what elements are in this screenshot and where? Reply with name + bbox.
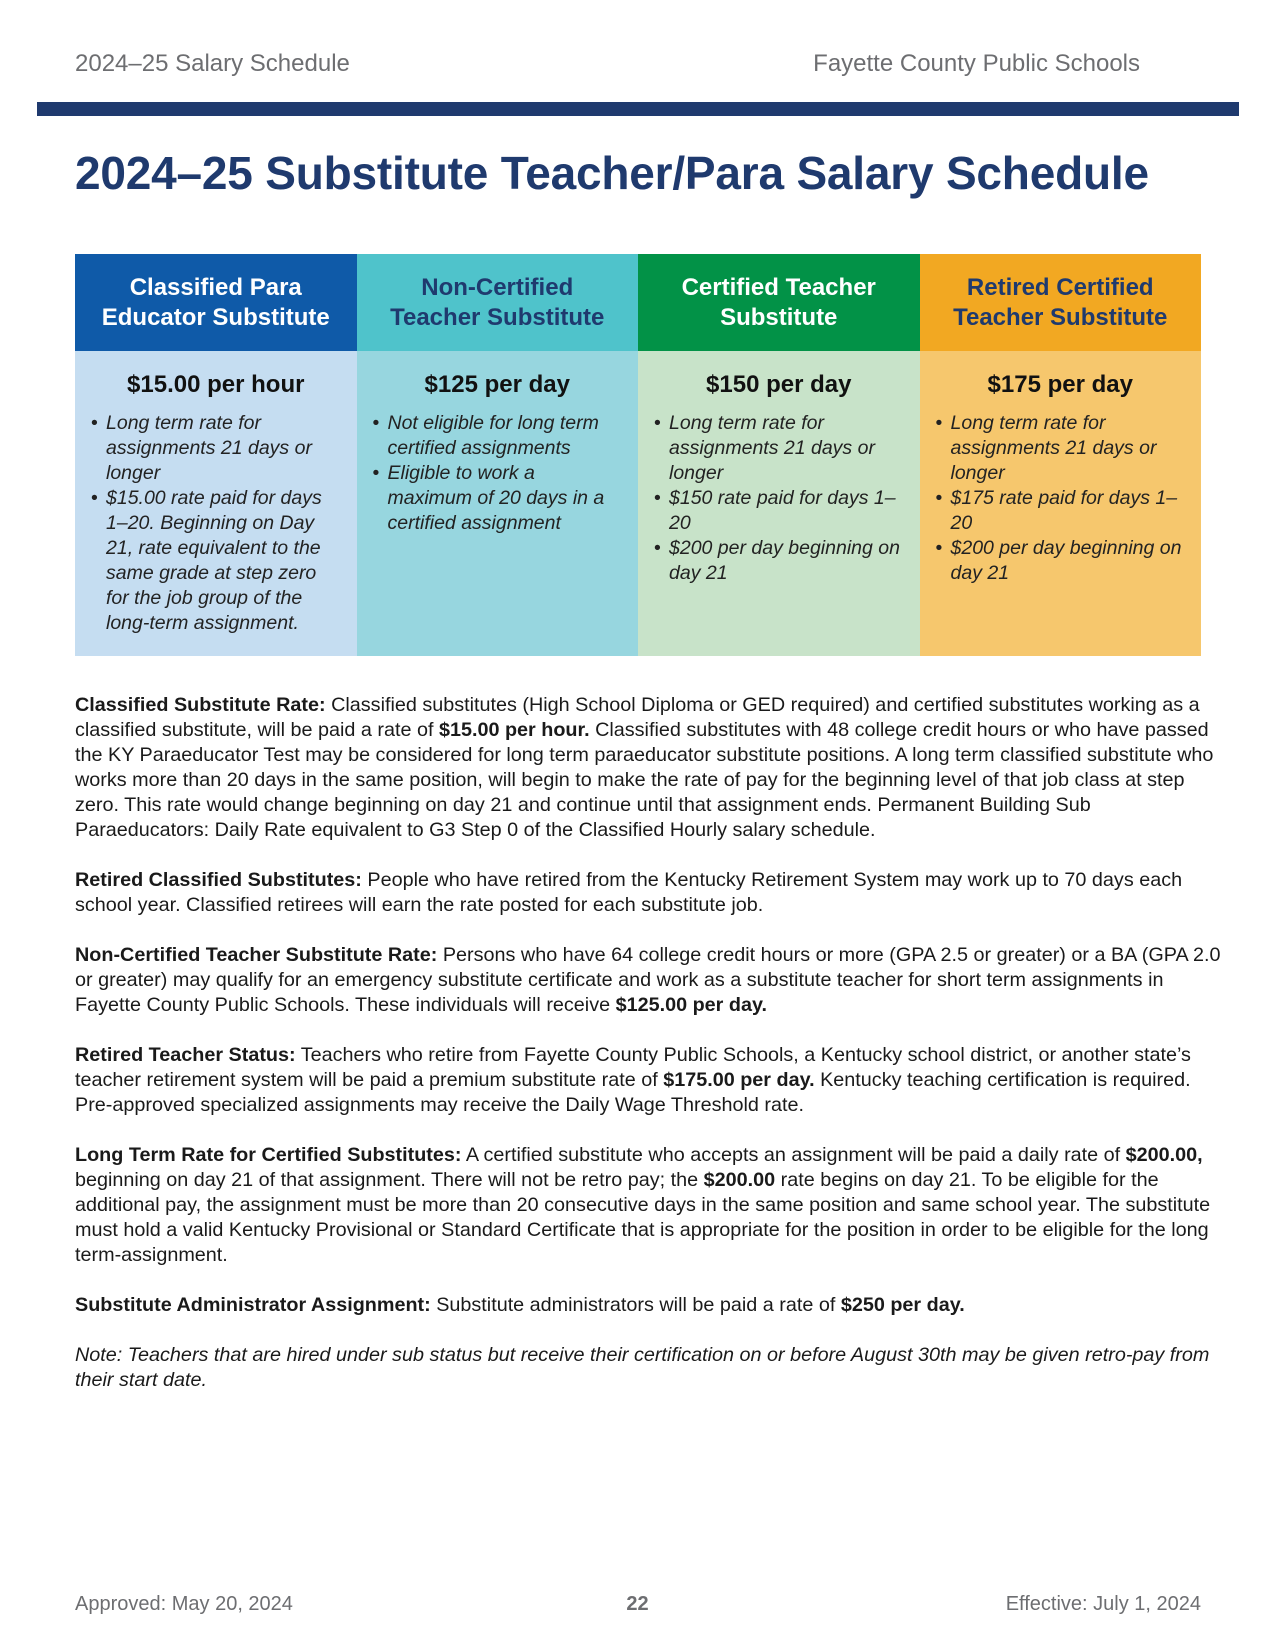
column-heading-line: Retired Certified: [966, 273, 1154, 301]
footer-effective-date: Effective: July 1, 2024: [1005, 1593, 1201, 1615]
rate-detail-item: • $200 per day beginning on day 21: [652, 536, 906, 586]
column-heading-line: Teacher Substitute: [390, 303, 605, 331]
rate-detail-item: • Not eligible for long term certified assignments: [371, 411, 625, 461]
paragraph-label: Substitute Administrator Assignment:: [75, 1294, 431, 1316]
column-heading-line: Classified Para: [129, 273, 302, 301]
paragraph-label: Retired Classified Substitutes:: [75, 869, 362, 891]
paragraph-label: Long Term Rate for Certified Substitutes:: [75, 1144, 462, 1166]
column-body: [75, 351, 357, 656]
rate-column-classified-para: [75, 254, 357, 656]
column-heading: [75, 254, 357, 351]
column-heading-line: Teacher Substitute: [953, 303, 1168, 331]
retired-teacher-paragraph: [75, 1043, 1225, 1118]
paragraph-label: Classified Substitute Rate:: [75, 694, 326, 716]
rate-value: $125 per day: [424, 371, 570, 398]
column-heading-line: Substitute: [720, 303, 838, 331]
rate-detail-item: • $200 per day beginning on day 21: [934, 536, 1188, 586]
rate-detail-item: • Long term rate for assignments 21 days or longer: [89, 411, 343, 486]
column-heading-line: Educator Substitute: [101, 303, 330, 331]
column-body: [357, 351, 639, 656]
header-district-name: Fayette County Public Schools: [813, 50, 1140, 77]
rate-column-non-certified: [357, 254, 639, 656]
column-heading: [920, 254, 1202, 351]
column-body: [920, 351, 1202, 656]
administrator-paragraph: [75, 1293, 1225, 1318]
rate-detail-item: • $150 rate paid for days 1–20: [652, 486, 906, 536]
retired-classified-paragraph: [75, 868, 1225, 918]
rate-value: $15.00 per hour: [127, 371, 305, 398]
column-heading-line: Non-Certified: [421, 273, 574, 301]
long-term-rate-paragraph: [75, 1143, 1225, 1268]
footer-approved-date: Approved: May 20, 2024: [75, 1593, 293, 1615]
paragraph-text: A certified substitute who accepts an assignment will be paid a daily rate of: [461, 1144, 1126, 1166]
column-heading-line: Certified Teacher: [681, 273, 876, 301]
paragraph-text: Substitute administrators will be paid a rate of: [430, 1294, 841, 1316]
classified-rate-paragraph: [75, 693, 1225, 843]
salary-rate-table: [75, 254, 1201, 656]
column-heading: [638, 254, 920, 351]
policy-text: [75, 693, 1225, 1418]
rate-value: $150 per day: [706, 371, 852, 398]
paragraph-text: beginning on day 21 of that assignment. There will not be retro pay; the: [75, 1169, 704, 1191]
footer-page-number: 22: [626, 1593, 649, 1615]
paragraph-emphasis: $175.00 per day.: [663, 1069, 815, 1091]
paragraph-emphasis: $200.00,: [1125, 1144, 1203, 1166]
rate-column-certified-teacher: [638, 254, 920, 656]
rate-detail-item: • Long term rate for assignments 21 days or longer: [652, 411, 906, 486]
column-heading: [357, 254, 639, 351]
paragraph-emphasis: $200.00: [703, 1169, 776, 1191]
header-document-title: 2024–25 Salary Schedule: [75, 50, 350, 77]
paragraph-text: Persons who have 64 college credit hours or more (GPA 2.5 or greater) or a BA (GPA 2.0 or greater) may qualify for an emergency substitute certificate and work as a substitute teacher for short term assignments in Fayette County Public Schools. These individuals will receive: [75, 944, 1221, 1016]
rate-value: $175 per day: [987, 371, 1133, 398]
paragraph-emphasis: $250 per day.: [840, 1294, 965, 1316]
rate-column-retired-certified: [920, 254, 1202, 656]
rate-details-list: [934, 411, 1188, 586]
paragraph-text: rate begins on day 21. To be eligible for the additional pay, the assignment must be more than 20 consecutive days in the same position and same school year. The substitute must hold a valid Kentucky Provisional or Standard Certificate that is appropriate for the position in order to be eligible for the long term-assignment.: [75, 1169, 1211, 1266]
rate-detail-item: • Long term rate for assignments 21 days or longer: [934, 411, 1188, 486]
paragraph-text: Classified substitutes with 48 college credit hours or who have passed the KY Paraeducator Test may be considered for long term paraeducator substitute positions. A long term classified substitute who works more than 20 days in the same position, will begin to make the rate of pay for the beginning level of that job class at step zero. This rate would change beginning on day 21 and continue until that assignment ends. Permanent Building Sub Paraeducators: Daily Rate equivalent to G3 Step 0 of the Classified Hourly salary schedule.: [75, 719, 1214, 841]
rate-details-list: [652, 411, 906, 586]
rate-detail-item: • $15.00 rate paid for days 1–20. Beginning on Day 21, rate equivalent to the same grade at step zero for the job group of the long-term assignment.: [89, 486, 343, 636]
page-title: 2024–25 Substitute Teacher/Para Salary Schedule: [75, 147, 1149, 199]
column-body: [638, 351, 920, 656]
paragraph-text: Kentucky teaching certification is required. Pre-approved specialized assignments may receive the Daily Wage Threshold rate.: [75, 1069, 1191, 1116]
header-divider-bar: [37, 102, 1239, 116]
rate-detail-item: • Eligible to work a maximum of 20 days in a certified assignment: [371, 461, 625, 536]
rate-detail-item: • $175 rate paid for days 1–20: [934, 486, 1188, 536]
paragraph-text: Teachers who retire from Fayette County Public Schools, a Kentucky school district, or another state’s teacher retirement system will be paid a premium substitute rate of: [75, 1044, 1191, 1091]
retro-pay-note: Note: Teachers that are hired under sub status but receive their certification on or before August 30th may be given retro-pay from their start date.: [75, 1344, 1210, 1391]
paragraph-emphasis: $15.00 per hour.: [438, 719, 590, 741]
rate-details-list: [89, 411, 343, 636]
non-certified-rate-paragraph: [75, 943, 1225, 1018]
rate-details-list: [371, 411, 625, 536]
paragraph-label: Retired Teacher Status:: [75, 1044, 296, 1066]
paragraph-text: Classified substitutes (High School Diploma or GED required) and certified substitutes working as a classified substitute, will be paid a rate of: [75, 694, 1200, 741]
paragraph-emphasis: $125.00 per day.: [615, 994, 767, 1016]
paragraph-label: Non-Certified Teacher Substitute Rate:: [75, 944, 438, 966]
paragraph-text: People who have retired from the Kentucky Retirement System may work up to 70 days each school year. Classified retirees will earn the rate posted for each substitute job.: [75, 869, 1183, 916]
